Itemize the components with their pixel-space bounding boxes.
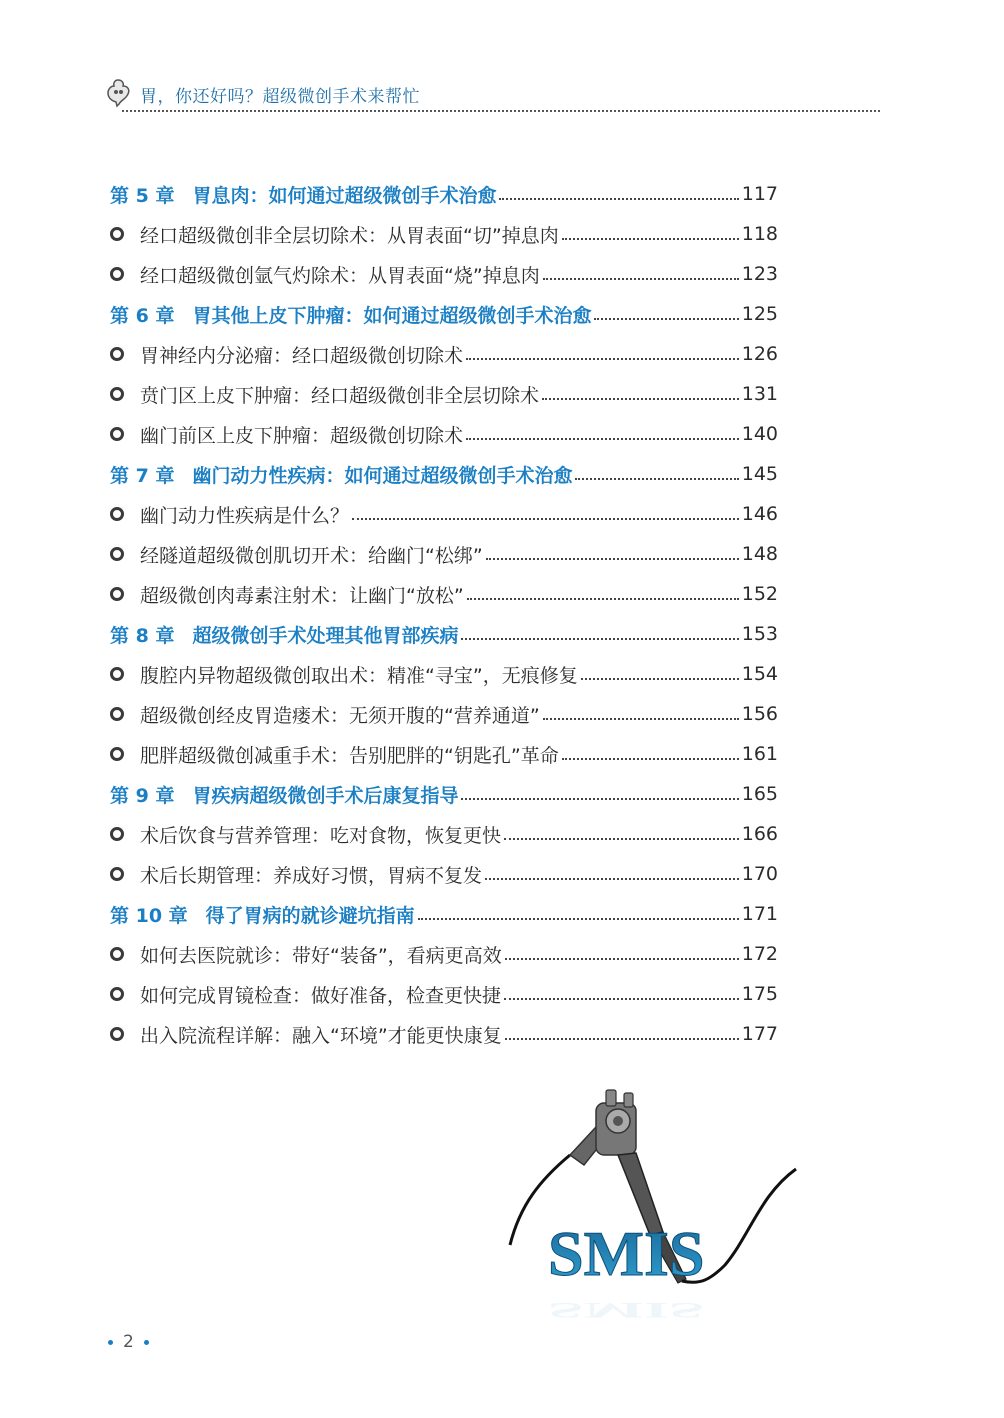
bullet-circle-icon: [110, 867, 124, 881]
page-reference: 153: [741, 623, 778, 645]
section-title: 肥胖超级微创减重手术：告别肥胖的“钥匙孔”革命: [140, 744, 559, 767]
toc-chapter-row[interactable]: [110, 454, 778, 494]
footer-dot-left: [108, 1340, 113, 1345]
dot-leader: [542, 384, 739, 400]
section-title: 经口超级微创非全层切除术：从胃表面“切”掉息肉: [140, 224, 559, 247]
toc-chapter-row[interactable]: [110, 774, 778, 814]
smis-logo-text: SMIS: [548, 1218, 705, 1289]
dot-leader: [466, 424, 739, 440]
chapter-number: 第 6 章: [110, 304, 175, 327]
chapter-title: 胃疾病超级微创手术后康复指导: [192, 784, 459, 807]
toc-item-row[interactable]: [110, 814, 778, 854]
chapter-number: 第 7 章: [110, 464, 175, 487]
toc-item-row[interactable]: [110, 574, 778, 614]
bullet-circle-icon: [110, 347, 124, 361]
chapter-number: 第 10 章: [110, 904, 188, 927]
toc-item-row[interactable]: [110, 254, 778, 294]
page-reference: 123: [741, 263, 778, 285]
endoscope-icon: [500, 1085, 805, 1325]
section-title: 超级微创经皮胃造瘘术：无须开腹的“营养通道”: [140, 704, 540, 727]
dot-leader: [543, 264, 739, 280]
stomach-logo-icon: [104, 78, 132, 108]
toc-item-row[interactable]: [110, 1014, 778, 1054]
toc-chapter-row[interactable]: [110, 174, 778, 214]
section-title: 术后长期管理：养成好习惯，胃病不复发: [140, 864, 483, 887]
page-reference: 140: [741, 423, 778, 445]
toc-chapter-row[interactable]: [110, 614, 778, 654]
dot-leader: [467, 584, 739, 600]
running-header: [104, 78, 880, 114]
bullet-circle-icon: [110, 227, 124, 241]
toc-item-row[interactable]: [110, 734, 778, 774]
toc-item-row[interactable]: [110, 494, 778, 534]
footer-dot-right: [144, 1340, 149, 1345]
section-title: 胃神经内分泌瘤：经口超级微创切除术: [140, 344, 464, 367]
dot-leader: [543, 704, 739, 720]
dot-leader: [461, 624, 738, 640]
dot-leader: [505, 1024, 739, 1040]
dot-leader: [466, 344, 739, 360]
bullet-circle-icon: [110, 947, 124, 961]
chapter-title: 幽门动力性疾病：如何通过超级微创手术治愈: [192, 464, 573, 487]
chapter-title: 超级微创手术处理其他胃部疾病: [192, 624, 459, 647]
bullet-circle-icon: [110, 507, 124, 521]
section-title: 幽门动力性疾病是什么？: [140, 504, 350, 527]
chapter-number: 第 5 章: [110, 184, 175, 207]
page-reference: 166: [741, 823, 778, 845]
dot-leader: [575, 464, 738, 480]
page-reference: 154: [741, 663, 778, 685]
dot-leader: [562, 744, 739, 760]
dot-leader: [504, 984, 739, 1000]
chapter-title: 得了胃病的就诊避坑指南: [205, 904, 415, 927]
section-title: 如何去医院就诊：带好“装备”，看病更高效: [140, 944, 502, 967]
section-title: 术后饮食与营养管理：吃对食物，恢复更快: [140, 824, 502, 847]
toc-item-row[interactable]: [110, 214, 778, 254]
bullet-circle-icon: [110, 747, 124, 761]
chapter-title: 胃其他上皮下肿瘤：如何通过超级微创手术治愈: [192, 304, 592, 327]
header-title: 胃，你还好吗？超级微创手术来帮忙: [140, 87, 420, 107]
page-reference: 125: [741, 303, 778, 325]
section-title: 腹腔内异物超级微创取出术：精准“寻宝”，无痕修复: [140, 664, 578, 687]
toc-item-row[interactable]: [110, 854, 778, 894]
page-reference: 161: [741, 743, 778, 765]
bullet-circle-icon: [110, 827, 124, 841]
dot-leader: [562, 224, 739, 240]
dot-leader: [504, 824, 739, 840]
toc-item-row[interactable]: [110, 934, 778, 974]
bullet-circle-icon: [110, 547, 124, 561]
page-reference: 175: [741, 983, 778, 1005]
toc-item-row[interactable]: [110, 974, 778, 1014]
page-reference: 170: [741, 863, 778, 885]
page-reference: 126: [741, 343, 778, 365]
page-reference: 165: [741, 783, 778, 805]
page-number: 2: [123, 1332, 134, 1352]
toc-item-row[interactable]: [110, 334, 778, 374]
dot-leader: [485, 864, 739, 880]
bullet-circle-icon: [110, 667, 124, 681]
section-title: 超级微创肉毒素注射术：让幽门“放松”: [140, 584, 464, 607]
dot-leader: [581, 664, 739, 680]
page-reference: 171: [741, 903, 778, 925]
chapter-number: 第 9 章: [110, 784, 175, 807]
section-title: 贲门区上皮下肿瘤：经口超级微创非全层切除术: [140, 384, 540, 407]
bullet-circle-icon: [110, 1027, 124, 1041]
page-reference: 152: [741, 583, 778, 605]
page-reference: 131: [741, 383, 778, 405]
page-footer: [108, 1330, 149, 1354]
toc-item-row[interactable]: [110, 374, 778, 414]
bullet-circle-icon: [110, 267, 124, 281]
toc-item-row[interactable]: [110, 534, 778, 574]
bullet-circle-icon: [110, 987, 124, 1001]
page-reference: 117: [741, 183, 778, 205]
page-reference: 148: [741, 543, 778, 565]
page-reference: 156: [741, 703, 778, 725]
section-title: 经隧道超级微创肌切开术：给幽门“松绑”: [140, 544, 483, 567]
section-title: 经口超级微创氩气灼除术：从胃表面“烧”掉息肉: [140, 264, 540, 287]
table-of-contents: [110, 174, 778, 1054]
dot-leader: [505, 944, 739, 960]
bullet-circle-icon: [110, 387, 124, 401]
smis-logo-reflection: SMIS: [548, 1297, 705, 1323]
toc-item-row[interactable]: [110, 694, 778, 734]
header-divider: [122, 110, 880, 112]
page-reference: 118: [741, 223, 778, 245]
bullet-circle-icon: [110, 427, 124, 441]
dot-leader: [499, 184, 738, 200]
dot-leader: [486, 544, 739, 560]
toc-chapter-row[interactable]: [110, 294, 778, 334]
chapter-title: 胃息肉：如何通过超级微创手术治愈: [192, 184, 497, 207]
section-title: 出入院流程详解：融入“环境”才能更快康复: [140, 1024, 502, 1047]
dot-leader: [418, 904, 739, 920]
page-reference: 145: [741, 463, 778, 485]
page-reference: 172: [741, 943, 778, 965]
chapter-number: 第 8 章: [110, 624, 175, 647]
bullet-circle-icon: [110, 587, 124, 601]
page-reference: 146: [741, 503, 778, 525]
section-title: 如何完成胃镜检查：做好准备，检查更快捷: [140, 984, 502, 1007]
section-title: 幽门前区上皮下肿瘤：超级微创切除术: [140, 424, 464, 447]
dot-leader: [352, 504, 739, 520]
page-reference: 177: [741, 1023, 778, 1045]
dot-leader: [461, 784, 738, 800]
toc-chapter-row[interactable]: [110, 894, 778, 934]
toc-item-row[interactable]: [110, 414, 778, 454]
toc-item-row[interactable]: [110, 654, 778, 694]
dot-leader: [594, 304, 738, 320]
bullet-circle-icon: [110, 707, 124, 721]
